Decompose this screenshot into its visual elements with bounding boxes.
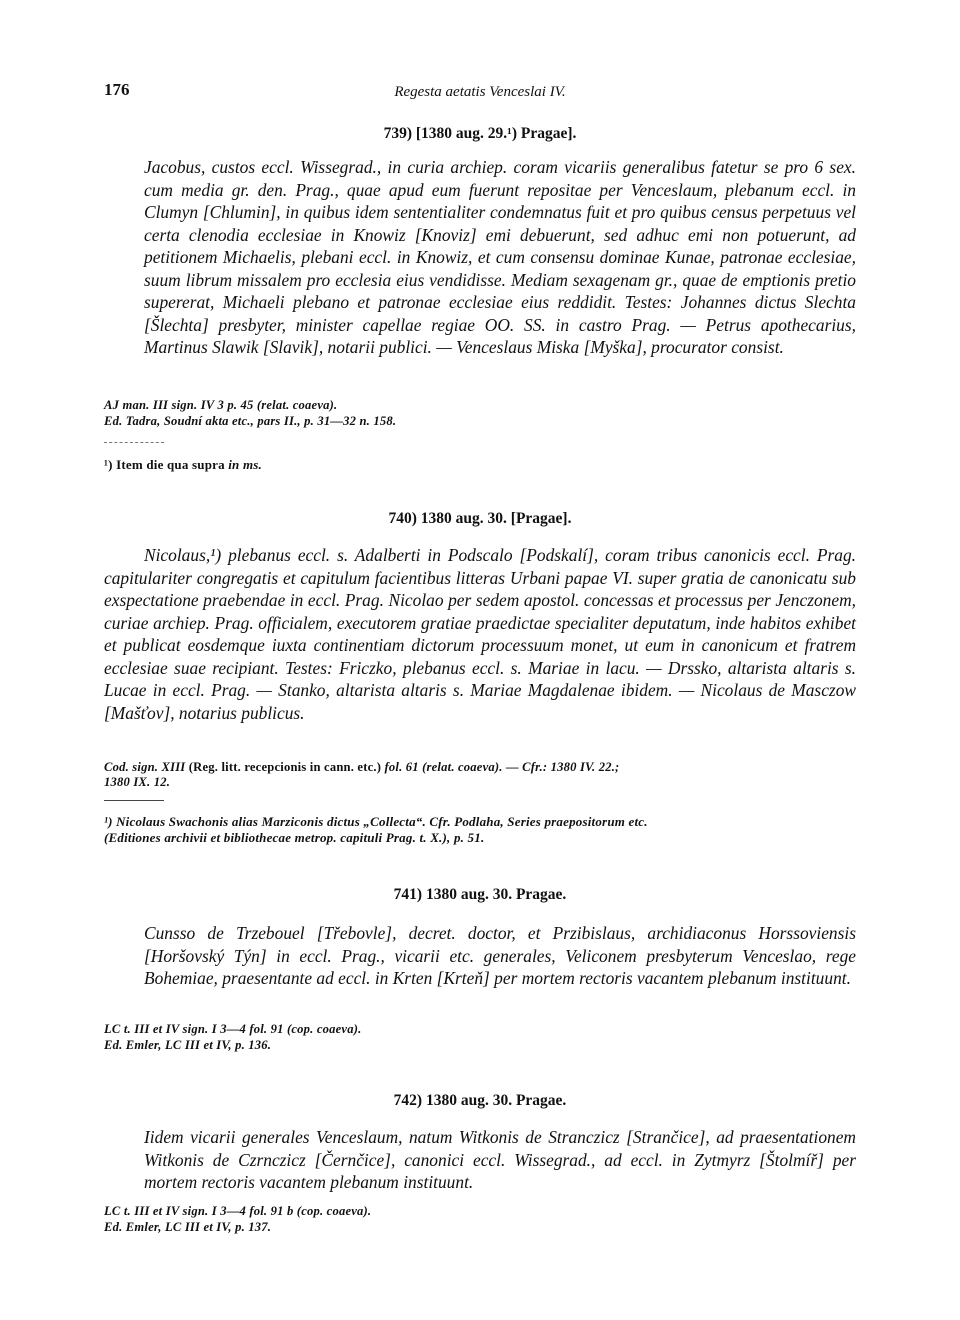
entry-739-heading: 739) [1380 aug. 29.¹) Pragae]. — [383, 125, 577, 142]
source-fol: fol. 61 (relat. coaeva). — Cfr.: 1380 IV. 22.; — [384, 760, 620, 774]
footnote-tail: in ms. — [228, 457, 262, 472]
entry-739-body — [104, 156, 856, 359]
entry-742-source-1: LC t. III et IV sign. I 3—4 fol. 91 b (cop. coaeva). — [104, 1204, 372, 1218]
entry-740-source — [104, 760, 856, 790]
footnote-line-2: (Editiones archivii et bibliothecae metrop. capituli Prag. t. X.), p. 51. — [104, 830, 485, 845]
footnote-separator — [104, 800, 164, 801]
source-cfr-date: 1380 IX. 12. — [104, 774, 171, 789]
source-reg-litt: (Reg. litt. recepcionis in cann. etc.) — [188, 760, 382, 774]
entry-739-source-2: Ed. Tadra, Soudní akta etc., pars II., p. 31—32 n. 158. — [104, 414, 397, 428]
entry-741-text: Cunsso de Trzebouel [Třebovle], decret. doctor, et Przibislaus, archidiaconus Horssoviensis [Horšovský Týn] in eccl. Prag., vicarii etc. generales, Veliconem presbyterum Venceslao, rege Bohemiae, praesentante ad eccl. in Krten [Krteň] per mortem rectoris vacantem plebanum instituunt. — [144, 923, 856, 988]
running-title: Regesta aetatis Venceslai IV. — [394, 84, 566, 100]
footnote-mark: ¹) — [104, 457, 113, 472]
entry-741-heading: 741) 1380 aug. 30. Pragae. — [393, 886, 567, 903]
entry-741-body — [104, 922, 856, 990]
entry-739-footnote — [104, 457, 856, 473]
entry-740-text — [104, 544, 856, 724]
entry-740-text-1: Nicolaus,¹) plebanus eccl. s. Adalberti in Podscalo [Podskalí], coram tribus canonicis eccl. Prag. capitulariter congregatis et capitulum facientibus litteras Urbani papae VI. super gratia de canonicatu sub exspectatione praebendae in eccl. Prag. Nicolao per sedem apostol. concessas et processus per Jenczonem, curiae archiep. Prag. officialem, executorem gratiae praedictae specialiter deputatum, inde habitos exhibet et publicat eosdemque iuxta continentiam dictorum processuum monet, ut eum in canonicum et fratrem ecclesiae suae recipiant. — [104, 545, 856, 678]
entry-740-body — [104, 544, 856, 724]
footnote-text: Item die qua supra — [116, 457, 225, 472]
source-cod-sign: Cod. sign. XIII — [104, 760, 186, 774]
entry-740-text-2: Testes: Friczko, plebanus eccl. s. Mariae in lacu. — Drssko, altarista altaris s. Lucae in eccl. Prag. — Stanko, altarista altaris s. Mariae Magdalenae ibidem. — Nicolaus de Masczow [Mašťov], notarius publicus. — [104, 657, 856, 723]
entry-742-source-2: Ed. Emler, LC III et IV, p. 137. — [104, 1220, 272, 1234]
entry-742-body — [104, 1126, 856, 1194]
footnote-line-1: ¹) Nicolaus Swachonis alias Marziconis dictus „Collecta“. Cfr. Podlaha, Series praepositorum etc. — [104, 814, 648, 829]
page-number: 176 — [104, 80, 130, 99]
entry-740-footnote — [104, 814, 856, 846]
entry-739-source-1: AJ man. III sign. IV 3 p. 45 (relat. coaeva). — [104, 398, 338, 412]
footnote-separator — [104, 442, 164, 443]
entry-739-text: Jacobus, custos eccl. Wissegrad., in curia archiep. coram vicariis generalibus fatetur se pro 6 sex. cum media gr. den. Prag., quae apud eum fuerunt repositae per Venceslaum, plebanum eccl. in Clumyn [Chlumin], in quibus idem sententialiter condemnatus fuit et pro quibus census perpetuus vel certa clenodia ecclesiae in Knowiz [Knoviz] emi debuerunt, sed adhuc emi non potuerunt, ad petitionem Michaelis, plebani eccl. in Knowiz, et cum consensu dominae Kunae, patronae ecclesiae, suum librum missalem pro ecclesia eius vendidisse. Mediam sexagenam gr., quae de emptionis pretio supererat, Michaeli plebano et patronae ecclesiae eius reddidit. Testes: Johannes dictus Slechta [Šlechta] presbyter, minister capellae regiae OO. SS. in castro Prag. — Petrus apothecarius, Martinus Slawik [Slavik], notarii publici. — Venceslaus Miska [Myška], procurator consist. — [144, 157, 856, 357]
entry-741-source-1: LC t. III et IV sign. I 3—4 fol. 91 (cop. coaeva). — [104, 1022, 362, 1036]
entry-742-text: Iidem vicarii generales Venceslaum, natum Witkonis de Stranczicz [Strančice], ad praesentationem Witkonis de Czrnczicz [Černčice], canonici eccl. Wissegrad., ad eccl. in Zytmyrz [Štolmíř] per mortem rectoris vacantem plebanum instituunt. — [144, 1127, 856, 1192]
entry-741-source-2: Ed. Emler, LC III et IV, p. 136. — [104, 1038, 272, 1052]
entry-742-heading: 742) 1380 aug. 30. Pragae. — [393, 1092, 567, 1109]
entry-740-heading: 740) 1380 aug. 30. [Pragae]. — [388, 510, 572, 527]
